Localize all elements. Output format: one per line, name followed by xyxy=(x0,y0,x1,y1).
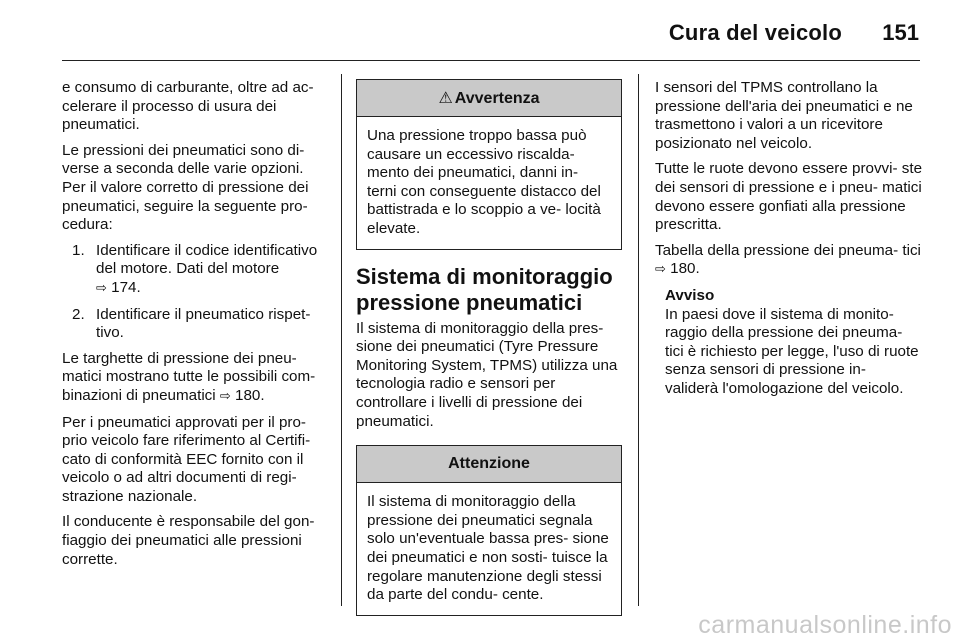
watermark: carmanualsonline.info xyxy=(698,611,952,639)
header-divider xyxy=(62,60,920,61)
paragraph: Le pressioni dei pneumatici sono di- verse a seconda delle varie opzioni. Per il valore corretto di pressione dei pneumatici, seguire la seguente pro- cedura: xyxy=(62,141,309,234)
warning-box xyxy=(356,79,622,250)
reference-arrow-icon: ⇨ xyxy=(96,280,107,296)
column-divider-1 xyxy=(341,74,342,606)
list-text: Identificare il pneumatico rispet- tivo. xyxy=(96,305,311,342)
column-divider-2 xyxy=(638,74,639,606)
note-body: In paesi dove il sistema di monito- raggio della pressione dei pneuma- tici è richiesto per legge, l'uso di ruote senza sensori di pressione in- validerà l'omologazione del veicolo. xyxy=(665,305,919,397)
warning-triangle-icon: ⚠ xyxy=(438,88,453,107)
list-item xyxy=(72,242,328,299)
reference-arrow-icon: ⇨ xyxy=(655,262,666,278)
caution-body: Il sistema di monitoraggio della pressione dei pneumatici segnala solo un'eventuale bassa pres- sione dei pneumatici e non sosti- tuisce la regolare manutenzione degli stessi da parte del condu- cente. xyxy=(367,493,609,604)
paragraph: Tutte le ruote devono essere provvi- ste dei sensori di pressione e i pneu- matici devono essere gonfiati alla pressione prescritta. xyxy=(655,160,923,234)
page-reference-link[interactable]: 180. xyxy=(235,386,265,404)
page-reference-link[interactable]: 180. xyxy=(670,260,700,278)
procedure-list xyxy=(62,242,328,343)
page-header xyxy=(0,0,960,62)
paragraph-text: Tabella della pressione dei pneuma- tici xyxy=(655,241,921,259)
list-text: Identificare il codice identificativo del motore. Dati del motore xyxy=(96,241,318,278)
paragraph-text: Le targhette di pressione dei pneu- matici mostrano tutte le possibili com- binazioni di pneumatici xyxy=(62,349,316,404)
list-item xyxy=(72,306,328,343)
warning-body: Una pressione troppo bassa può causare un eccessivo riscalda- mento dei pneumatici, danni in- terni con conseguente distacco del battistrada e lo scoppio a ve- locità elevate. xyxy=(367,127,601,237)
list-number: 1. xyxy=(72,241,85,259)
paragraph: e consumo di carburante, oltre ad ac- celerare il processo di usura dei pneumatici. xyxy=(62,79,314,134)
list-number: 2. xyxy=(72,305,85,323)
column-left xyxy=(62,79,328,576)
page-title: Cura del veicolo xyxy=(668,20,842,45)
page-number: 151 xyxy=(882,20,919,45)
section-heading: Sistema di monitoraggio pressione pneumatici xyxy=(356,263,613,315)
paragraph: Il sistema di monitoraggio della pres- sione dei pneumatici (Tyre Pressure Monitoring System, TPMS) utilizza una tecnologia radio e sensori per controllare i livelli di pressione dei pneumatici. xyxy=(356,319,618,430)
paragraph xyxy=(655,242,923,280)
caution-box xyxy=(356,445,622,616)
paragraph xyxy=(62,350,328,407)
note-box xyxy=(655,287,923,399)
caution-title: Attenzione xyxy=(357,446,621,483)
warning-title-text: Avvertenza xyxy=(454,90,540,107)
column-right xyxy=(655,79,923,399)
column-middle xyxy=(356,79,622,630)
page-reference-link[interactable]: 174. xyxy=(111,278,141,296)
paragraph: I sensori del TPMS controllano la pressione dell'aria dei pneumatici e ne trasmettono i valori a un ricevitore posizionato nel veicolo. xyxy=(655,79,913,152)
reference-arrow-icon: ⇨ xyxy=(219,388,231,404)
paragraph: Per i pneumatici approvati per il pro- prio veicolo fare riferimento al Certifi- cato di conformità EEC fornito con il veicolo o ad altri documenti di regi- strazione nazionale. xyxy=(62,413,311,505)
warning-title xyxy=(357,80,621,117)
note-title: Avviso xyxy=(665,286,715,304)
paragraph: Il conducente è responsabile del gon- fiaggio dei pneumatici alle pressioni corrette. xyxy=(62,513,315,568)
